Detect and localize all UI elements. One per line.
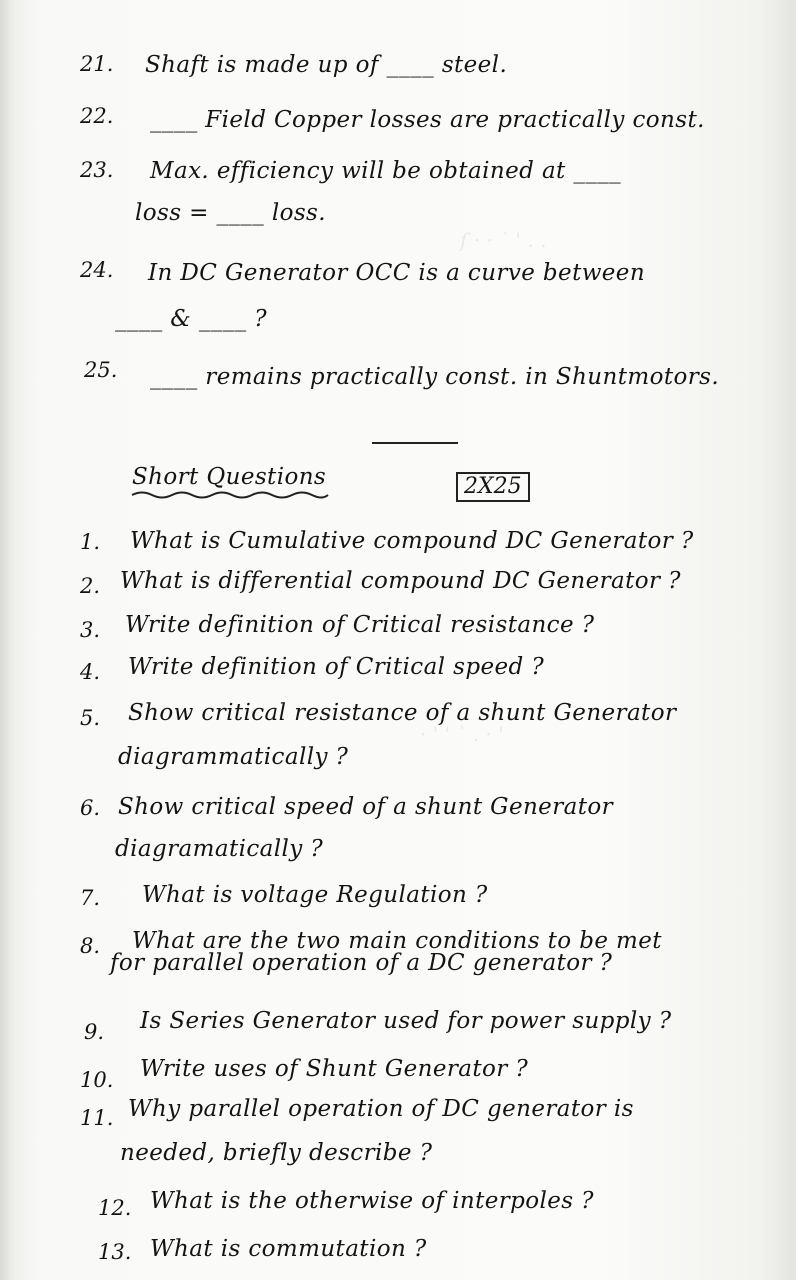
question-number: 13. bbox=[98, 1240, 132, 1264]
question-number: 9. bbox=[84, 1020, 105, 1044]
question-number: 10. bbox=[80, 1068, 114, 1092]
question-number: 7. bbox=[80, 886, 101, 910]
question-text: Shaft is made up of ____ steel. bbox=[145, 52, 508, 78]
question-text: Write definition of Critical speed ? bbox=[128, 654, 545, 680]
question-text-continued: diagrammatically ? bbox=[118, 744, 349, 770]
question-text: ____ remains practically const. in Shuntmotors. bbox=[150, 364, 720, 390]
question-text-continued: diagramatically ? bbox=[115, 836, 324, 862]
question-number: 11. bbox=[80, 1106, 114, 1130]
question-number: 21. bbox=[80, 52, 114, 76]
question-number: 12. bbox=[98, 1196, 132, 1220]
question-number: 24. bbox=[80, 258, 114, 282]
question-number: 8. bbox=[80, 934, 101, 958]
question-text: What is commutation ? bbox=[150, 1236, 427, 1262]
question-text: Show critical resistance of a shunt Generator bbox=[128, 700, 677, 726]
question-text: Show critical speed of a shunt Generator bbox=[118, 794, 613, 820]
question-text: Is Series Generator used for power supply ? bbox=[140, 1008, 672, 1034]
question-text-continued: for parallel operation of a DC generator ? bbox=[110, 950, 613, 976]
question-number: 2. bbox=[80, 574, 101, 598]
question-number: 4. bbox=[80, 660, 101, 684]
question-number: 6. bbox=[80, 796, 101, 820]
question-text-continued: needed, briefly describe ? bbox=[120, 1140, 433, 1166]
question-text: Write definition of Critical resistance ? bbox=[125, 612, 595, 638]
section-heading: Short Questions bbox=[132, 464, 327, 490]
question-text: Why parallel operation of DC generator is bbox=[128, 1096, 634, 1122]
question-text: Max. efficiency will be obtained at ____ bbox=[150, 158, 622, 184]
question-text-continued: ____ & ____ ? bbox=[115, 306, 267, 332]
question-number: 3. bbox=[80, 618, 101, 642]
question-number: 23. bbox=[80, 158, 114, 182]
question-number: 22. bbox=[80, 104, 114, 128]
question-text-continued: loss = ____ loss. bbox=[135, 200, 326, 226]
question-text: What are the two main conditions to be met bbox=[132, 928, 662, 954]
question-number: 5. bbox=[80, 706, 101, 730]
question-text: In DC Generator OCC is a curve between bbox=[148, 260, 646, 286]
bleed-through: ſ · · ˋ ' . . bbox=[460, 228, 547, 252]
marks-box: 2X25 bbox=[456, 472, 530, 502]
bleed-through: · ' ' ` . · ' bbox=[420, 722, 504, 746]
question-number: 25. bbox=[84, 358, 118, 382]
heading-underline bbox=[130, 490, 330, 500]
question-text: Write uses of Shunt Generator ? bbox=[140, 1056, 529, 1082]
question-text: ____ Field Copper losses are practically const. bbox=[150, 107, 705, 133]
question-text: What is the otherwise of interpoles ? bbox=[150, 1188, 594, 1214]
question-text: What is differential compound DC Generator ? bbox=[120, 568, 681, 594]
question-text: What is Cumulative compound DC Generator ? bbox=[130, 528, 694, 554]
section-divider bbox=[372, 442, 458, 444]
question-text: What is voltage Regulation ? bbox=[142, 882, 488, 908]
question-number: 1. bbox=[80, 530, 101, 554]
